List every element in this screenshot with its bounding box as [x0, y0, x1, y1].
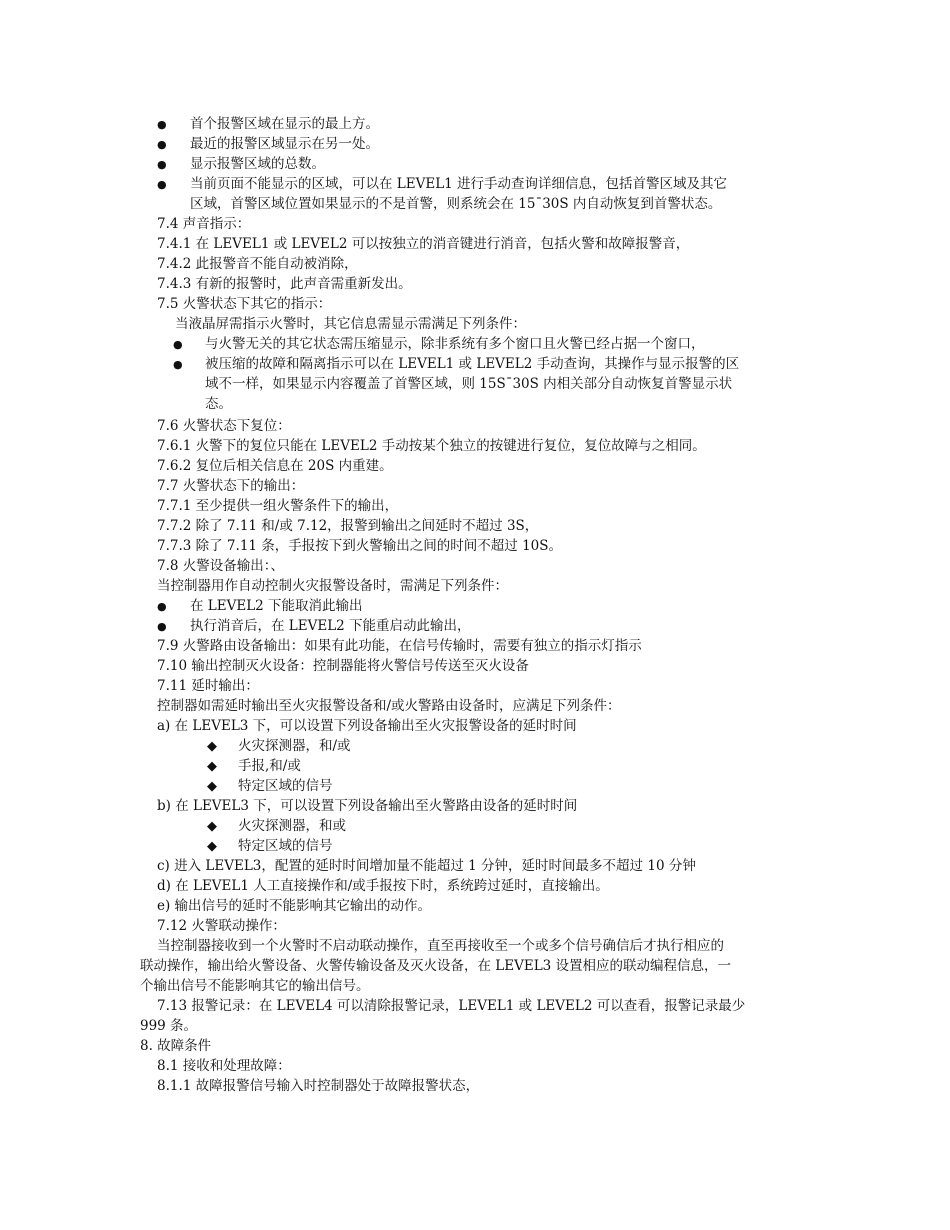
text-line: a) 在 LEVEL3 下，可以设置下列设备输出至火灾报警设备的延时时间 [157, 718, 577, 734]
text-line: 7.6.1 火警下的复位只能在 LEVEL2 手动按某个独立的按键进行复位，复位故障与之相同。 [157, 438, 706, 454]
text-line: 态。 [205, 396, 232, 412]
bullet-diamond-icon: ◆ [207, 779, 217, 794]
text-line: 7.4.1 在 LEVEL1 或 LEVEL2 可以按独立的消音键进行消音，包括火警和故障报警音， [157, 236, 690, 252]
text-line: 区域，首警区域位置如果显示的不是首警，则系统会在 15¯30S 内自动恢复到首警状态。 [190, 196, 722, 212]
text-line: 7.10 输出控制灭火设备：控制器能将火警信号传送至灭火设备 [157, 658, 529, 674]
bullet-dot-icon: ● [173, 338, 183, 351]
bullet-dot-icon: ● [157, 600, 167, 613]
list-item: 手报,和/或 [238, 758, 301, 774]
text-line: 7.4 声音指示： [157, 216, 251, 232]
text-line: 联动操作，输出给火警设备、火警传输设备及灭火设备，在 LEVEL3 设置相应的联动编程信息，一 [140, 958, 732, 974]
text-line: 7.7.2 除了 7.11 和/或 7.12，报警到输出之间延时不超过 3S， [157, 518, 539, 534]
text-line: 7.7.1 至少提供一组火警条件下的输出， [157, 498, 399, 514]
text-line: 8.1.1 故障报警信号输入时控制器处于故障报警状态， [157, 1078, 480, 1094]
list-item: 显示报警区域的总数。 [190, 156, 325, 172]
bullet-diamond-icon: ◆ [207, 759, 217, 774]
text-line: 7.4.2 此报警音不能自动被消除， [157, 256, 358, 272]
bullet-diamond-icon: ◆ [207, 819, 217, 834]
text-line: e) 输出信号的延时不能影响其它输出的动作。 [157, 898, 432, 914]
list-item: 与火警无关的其它状态需压缩显示，除非系统有多个窗口且火警已经占据一个窗口， [205, 336, 705, 352]
text-line: d) 在 LEVEL1 人工直接操作和/或手报按下时，系统跨过延时，直接输出。 [157, 878, 609, 894]
bullet-dot-icon: ● [157, 158, 167, 171]
text-line: 7.13 报警记录：在 LEVEL4 可以清除报警记录，LEVEL1 或 LEVEL2 可以查看，报警记录最少 [157, 998, 746, 1014]
text-line: 当控制器接收到一个火警时不启动联动操作，直至再接收至一个或多个信号确信后才执行相应的 [157, 938, 724, 954]
list-item: 首个报警区域在显示的最上方。 [190, 116, 379, 132]
list-item: 特定区域的信号 [238, 778, 333, 794]
list-item: 在 LEVEL2 下能取消此输出 [190, 598, 363, 614]
bullet-diamond-icon: ◆ [207, 739, 217, 754]
bullet-dot-icon: ● [157, 138, 167, 151]
text-line: 7.4.3 有新的报警时，此声音需重新发出。 [157, 276, 412, 292]
text-line: 当液晶屏需指示火警时，其它信息需显示需满足下列条件： [175, 316, 526, 332]
bullet-dot-icon: ● [173, 358, 183, 371]
bullet-dot-icon: ● [157, 178, 167, 191]
bullet-dot-icon: ● [157, 620, 167, 633]
text-line: 7.5 火警状态下其它的指示： [157, 296, 332, 312]
text-line: 个输出信号不能影响其它的输出信号。 [140, 978, 370, 994]
text-line: 域不一样，如果显示内容覆盖了首警区域，则 15S¯30S 内相关部分自动恢复首警显示状 [205, 376, 733, 392]
text-line: 7.12 火警联动操作： [157, 918, 286, 934]
list-item: 特定区域的信号 [238, 838, 333, 854]
text-line: 8. 故障条件 [140, 1038, 212, 1054]
list-item: 当前页面不能显示的区域，可以在 LEVEL1 进行手动查询详细信息，包括首警区域及其它 [190, 176, 728, 192]
list-item: 执行消音后，在 LEVEL2 下能重启动此输出， [190, 618, 471, 634]
text-line: 7.7.3 除了 7.11 条，手报按下到火警输出之间的时间不超过 10S。 [157, 538, 562, 554]
bullet-dot-icon: ● [157, 118, 167, 131]
text-line: 7.9 火警路由设备输出：如果有此功能，在信号传输时，需要有独立的指示灯指示 [157, 638, 642, 654]
text-line: 当控制器用作自动控制火灾报警设备时，需满足下列条件： [157, 578, 508, 594]
text-line: 7.11 延时输出： [157, 678, 259, 694]
text-line: b) 在 LEVEL3 下，可以设置下列设备输出至火警路由设备的延时时间 [157, 798, 578, 814]
list-item: 火灾探测器，和或 [238, 818, 346, 834]
text-line: 7.6.2 复位后相关信息在 20S 内重建。 [157, 458, 393, 474]
bullet-diamond-icon: ◆ [207, 839, 217, 854]
text-line: c) 进入 LEVEL3，配置的延时时间增加量不能超过 1 分钟，延时时间最多不超过 10 分钟 [157, 858, 696, 874]
text-line: 7.6 火警状态下复位： [157, 418, 291, 434]
text-line: 控制器如需延时输出至火灾报警设备和/或火警路由设备时，应满足下列条件： [157, 698, 621, 714]
text-line: 7.7 火警状态下的输出： [157, 478, 305, 494]
text-line: 999 条。 [140, 1018, 198, 1034]
text-line: 8.1 接收和处理故障： [157, 1058, 291, 1074]
text-line: 7.8 火警设备输出：、 [157, 558, 285, 574]
list-item: 最近的报警区域显示在另一处。 [190, 136, 379, 152]
list-item: 被压缩的故障和隔离指示可以在 LEVEL1 或 LEVEL2 手动查询，其操作与显示报警的区 [205, 356, 740, 372]
list-item: 火灾探测器，和/或 [238, 738, 351, 754]
